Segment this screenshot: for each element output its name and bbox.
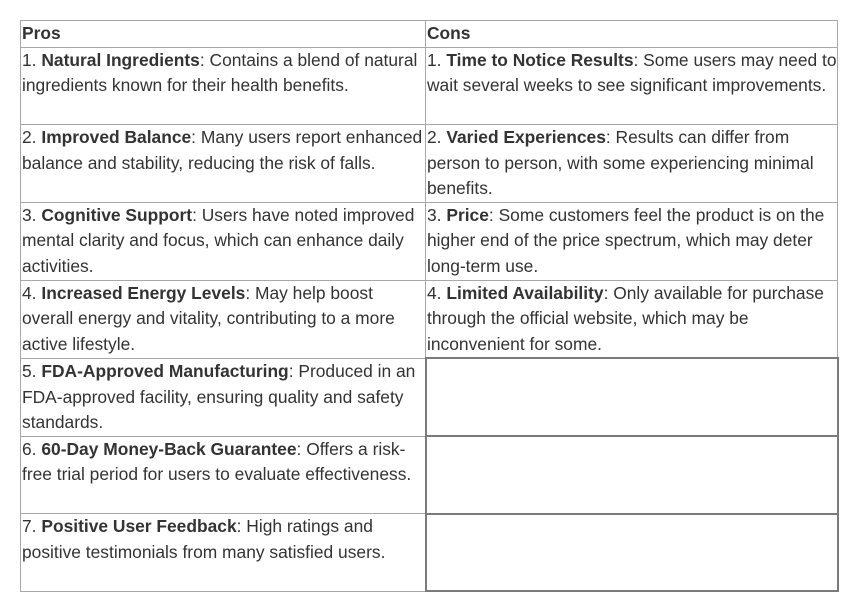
pro-description: : Produced in an FDA-approved facility, ensuring quality and safety standards. <box>22 360 416 433</box>
pro-cell <box>21 358 426 436</box>
con-title: Limited Availability <box>446 282 604 303</box>
pro-title: Cognitive Support <box>41 204 193 225</box>
con-cell <box>426 125 838 203</box>
pro-number: 4. <box>22 282 37 303</box>
table-row <box>21 47 838 125</box>
pro-cell <box>21 202 426 280</box>
header-row <box>21 21 838 48</box>
pro-title: FDA-Approved Manufacturing <box>41 360 289 381</box>
header-cons: Cons <box>426 21 838 48</box>
con-description: : Some users may need to wait several weeks to see significant improvements. <box>427 49 837 96</box>
header-pros: Pros <box>21 21 426 48</box>
con-title: Time to Notice Results <box>446 49 634 70</box>
pro-number: 1. <box>22 49 37 70</box>
pro-title: Increased Energy Levels <box>41 282 246 303</box>
pro-cell <box>21 436 426 514</box>
pro-cell <box>21 47 426 125</box>
pro-description: : Users have noted improved mental clarity and focus, which can enhance daily activities. <box>22 204 415 277</box>
pro-cell <box>21 125 426 203</box>
pro-number: 6. <box>22 438 37 459</box>
empty-con-cell <box>426 358 838 436</box>
con-title: Price <box>446 204 489 225</box>
empty-con-cell <box>426 436 838 514</box>
con-cell <box>426 47 838 125</box>
table-row <box>21 514 838 592</box>
pro-description: : Many users report enhanced balance and stability, reducing the risk of falls. <box>22 127 423 173</box>
pros-cons-table <box>20 20 839 592</box>
empty-con-cell <box>426 514 838 592</box>
con-number: 1. <box>427 49 442 70</box>
pro-title: 60-Day Money-Back Guarantee <box>41 438 297 459</box>
con-description: : Only available for purchase through the official website, which may be inconvenient for some. <box>427 282 824 354</box>
con-cell <box>426 280 838 358</box>
con-number: 4. <box>427 282 442 303</box>
table-row <box>21 125 838 203</box>
pro-title: Improved Balance <box>41 127 192 148</box>
con-number: 3. <box>427 204 442 225</box>
pro-number: 2. <box>22 127 37 148</box>
pro-number: 7. <box>22 516 37 537</box>
table-row <box>21 280 838 358</box>
pro-description: : High ratings and positive testimonials from many satisfied users. <box>22 516 386 562</box>
con-number: 2. <box>427 127 442 148</box>
pro-cell <box>21 514 426 592</box>
pro-description: : May help boost overall energy and vitality, contributing to a more active lifestyle. <box>22 282 395 354</box>
pro-title: Positive User Feedback <box>41 516 237 537</box>
con-description: : Results can differ from person to person, with some experiencing minimal benefits. <box>427 127 814 199</box>
con-description: : Some customers feel the product is on the higher end of the price spectrum, which may deter long-term use. <box>427 204 825 277</box>
table-row <box>21 436 838 514</box>
table-row <box>21 358 838 436</box>
pro-title: Natural Ingredients <box>41 49 200 70</box>
table-row <box>21 202 838 280</box>
pro-number: 5. <box>22 360 37 381</box>
con-title: Varied Experiences <box>446 127 606 148</box>
con-cell <box>426 202 838 280</box>
pro-description: : Offers a risk-free trial period for users to evaluate effectiveness. <box>22 438 412 485</box>
pro-cell <box>21 280 426 358</box>
pro-number: 3. <box>22 204 37 225</box>
pro-description: : Contains a blend of natural ingredients known for their health benefits. <box>22 49 418 96</box>
